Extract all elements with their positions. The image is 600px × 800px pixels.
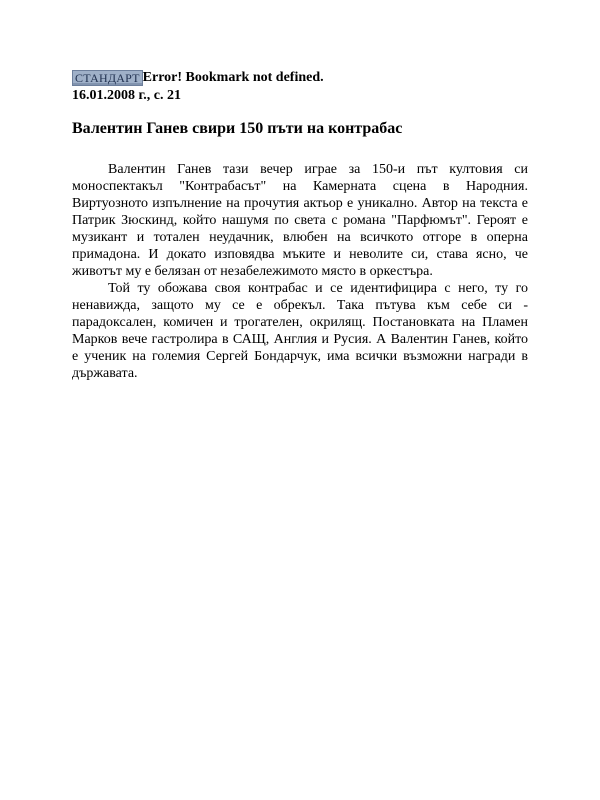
bookmark-error-text: Error! Bookmark not defined. bbox=[142, 70, 324, 85]
article-paragraph: Той ту обожава своя контрабас и се идентифицира с него, ту го ненавижда, защото му се е обрекъл. Така пътува към себе си - парадоксален, комичен и трогателен, окрилящ. Постановката на Пламен Марков вече гастролира в САЩ, Англия и Русия. А Валентин Ганев, който е ученик на големия Сергей Бондарчук, има всички възможни награди в държавата. bbox=[72, 281, 528, 381]
article-title: Валентин Ганев свири 150 пъти на контрабас bbox=[72, 120, 403, 137]
article-paragraph: Валентин Ганев тази вечер играе за 150-и път култовия си моноспектакъл "Контрабасът" на Камерната сцена в Народния. Виртуозното изпълнение на прочутия актьор е уникално. Автор на текста е Патрик Зюскинд, който нашумя по света с романа "Парфюмът". Героят е музикант и тотален неудачник, влюбен на всичкото отгоре в оперна примадона. И докато изповядва мъките и неволите си, става ясно, че животът му е белязан от незабележимото място в оркестъра. bbox=[72, 162, 528, 279]
publication-date: 16.01.2008 г., с. 21 bbox=[72, 88, 181, 103]
standart-logo: СТАНДАРТ bbox=[72, 70, 143, 86]
article-body bbox=[72, 161, 528, 382]
document-header bbox=[72, 68, 532, 104]
header-source-line bbox=[72, 68, 532, 86]
